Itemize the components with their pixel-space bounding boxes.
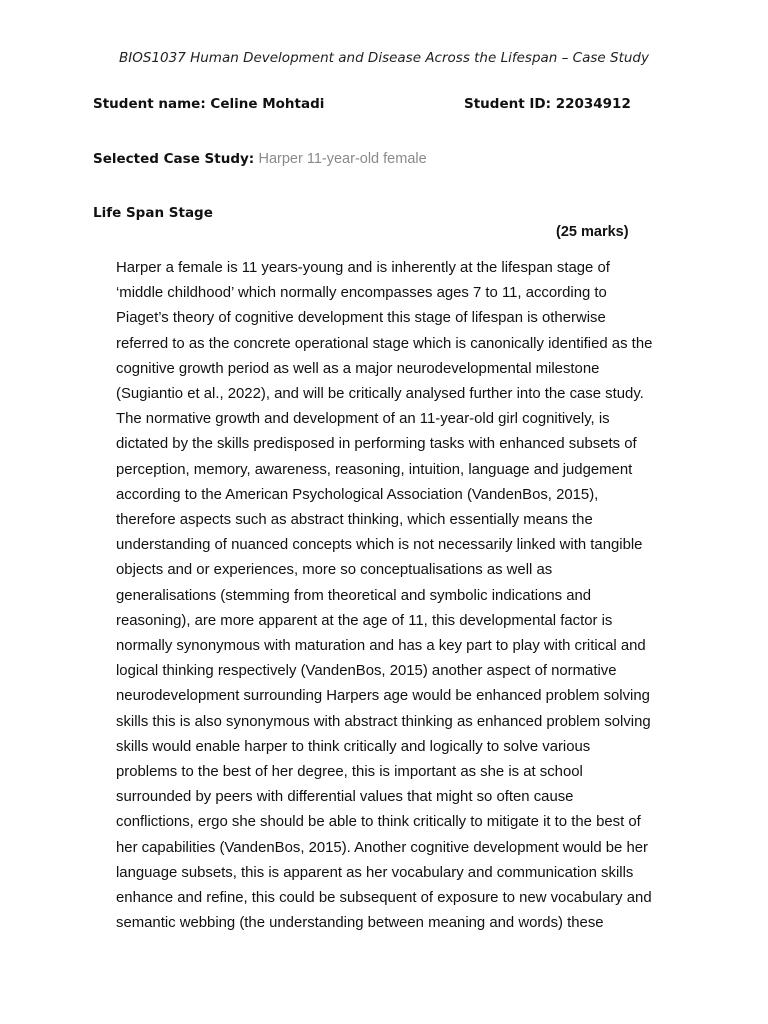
body-line: enhance and refine, this could be subsequent of exposure to new vocabulary and: [116, 890, 652, 907]
body-line: according to the American Psychological Association (VandenBos, 2015),: [116, 486, 599, 503]
body-line: surrounded by peers with differential values that might so often cause: [116, 789, 574, 806]
body-line: Piaget’s theory of cognitive development this stage of lifespan is otherwise: [116, 310, 606, 327]
body-line: neurodevelopment surrounding Harpers age would be enhanced problem solving: [116, 688, 650, 705]
body-line: The normative growth and development of an 11-year-old girl cognitively, is: [116, 411, 610, 428]
student-info-row: [93, 96, 653, 112]
body-line: conflictions, ergo she should be able to think critically to mitigate it to the best of: [116, 814, 641, 831]
body-line: language subsets, this is apparent as her vocabulary and communication skills: [116, 864, 634, 881]
body-line: therefore aspects such as abstract thinking, which essentially means the: [116, 512, 593, 529]
body-line: her capabilities (VandenBos, 2015). Another cognitive development would be her: [116, 839, 648, 856]
body-line: normally synonymous with maturation and has a key part to play with critical and: [116, 638, 646, 655]
body-line: Harper a female is 11 years-young and is inherently at the lifespan stage of: [116, 260, 610, 276]
case-study-value: Harper 11-year-old female: [258, 151, 427, 167]
body-line: dictated by the skills predisposed in performing tasks with enhanced subsets of: [116, 436, 637, 453]
section-heading: Life Span Stage: [93, 205, 213, 221]
body-line: objects and or experiences, more so conceptualisations as well as: [116, 562, 553, 579]
body-line: ‘middle childhood’ which normally encompasses ages 7 to 11, according to: [116, 285, 607, 302]
body-line: cognitive growth period as well as a major neurodevelopmental milestone: [116, 360, 600, 377]
case-study-row: [93, 151, 427, 167]
body-line: skills this is also synonymous with abstract thinking as enhanced problem solving: [116, 713, 651, 730]
body-line: problems to the best of her degree, this is important as she is at school: [116, 764, 583, 781]
student-name: Student name: Celine Mohtadi: [93, 96, 325, 112]
document-header: BIOS1037 Human Development and Disease Across the Lifespan – Case Study: [119, 50, 649, 66]
body-line: referred to as the concrete operational stage which is canonically identified as the: [116, 335, 653, 352]
body-line: understanding of nuanced concepts which is not necessarily linked with tangible: [116, 537, 643, 554]
body-line: semantic webbing (the understanding between meaning and words) these: [116, 915, 604, 932]
body-line: logical thinking respectively (VandenBos, 2015) another aspect of normative: [116, 663, 617, 680]
body-line: perception, memory, awareness, reasoning, intuition, language and judgement: [116, 461, 633, 478]
marks-label: (25 marks): [556, 224, 629, 240]
body-line: reasoning), are more apparent at the age of 11, this developmental factor is: [116, 612, 613, 629]
body-line: (Sugiantio et al., 2022), and will be critically analysed further into the case study.: [116, 386, 644, 403]
body-paragraph: [116, 256, 676, 936]
body-line: skills would enable harper to think critically and logically to solve various: [116, 738, 591, 755]
case-study-label: Selected Case Study:: [93, 151, 255, 167]
student-id: Student ID: 22034912: [464, 96, 631, 112]
body-line: generalisations (stemming from theoretical and symbolic indications and: [116, 587, 592, 604]
